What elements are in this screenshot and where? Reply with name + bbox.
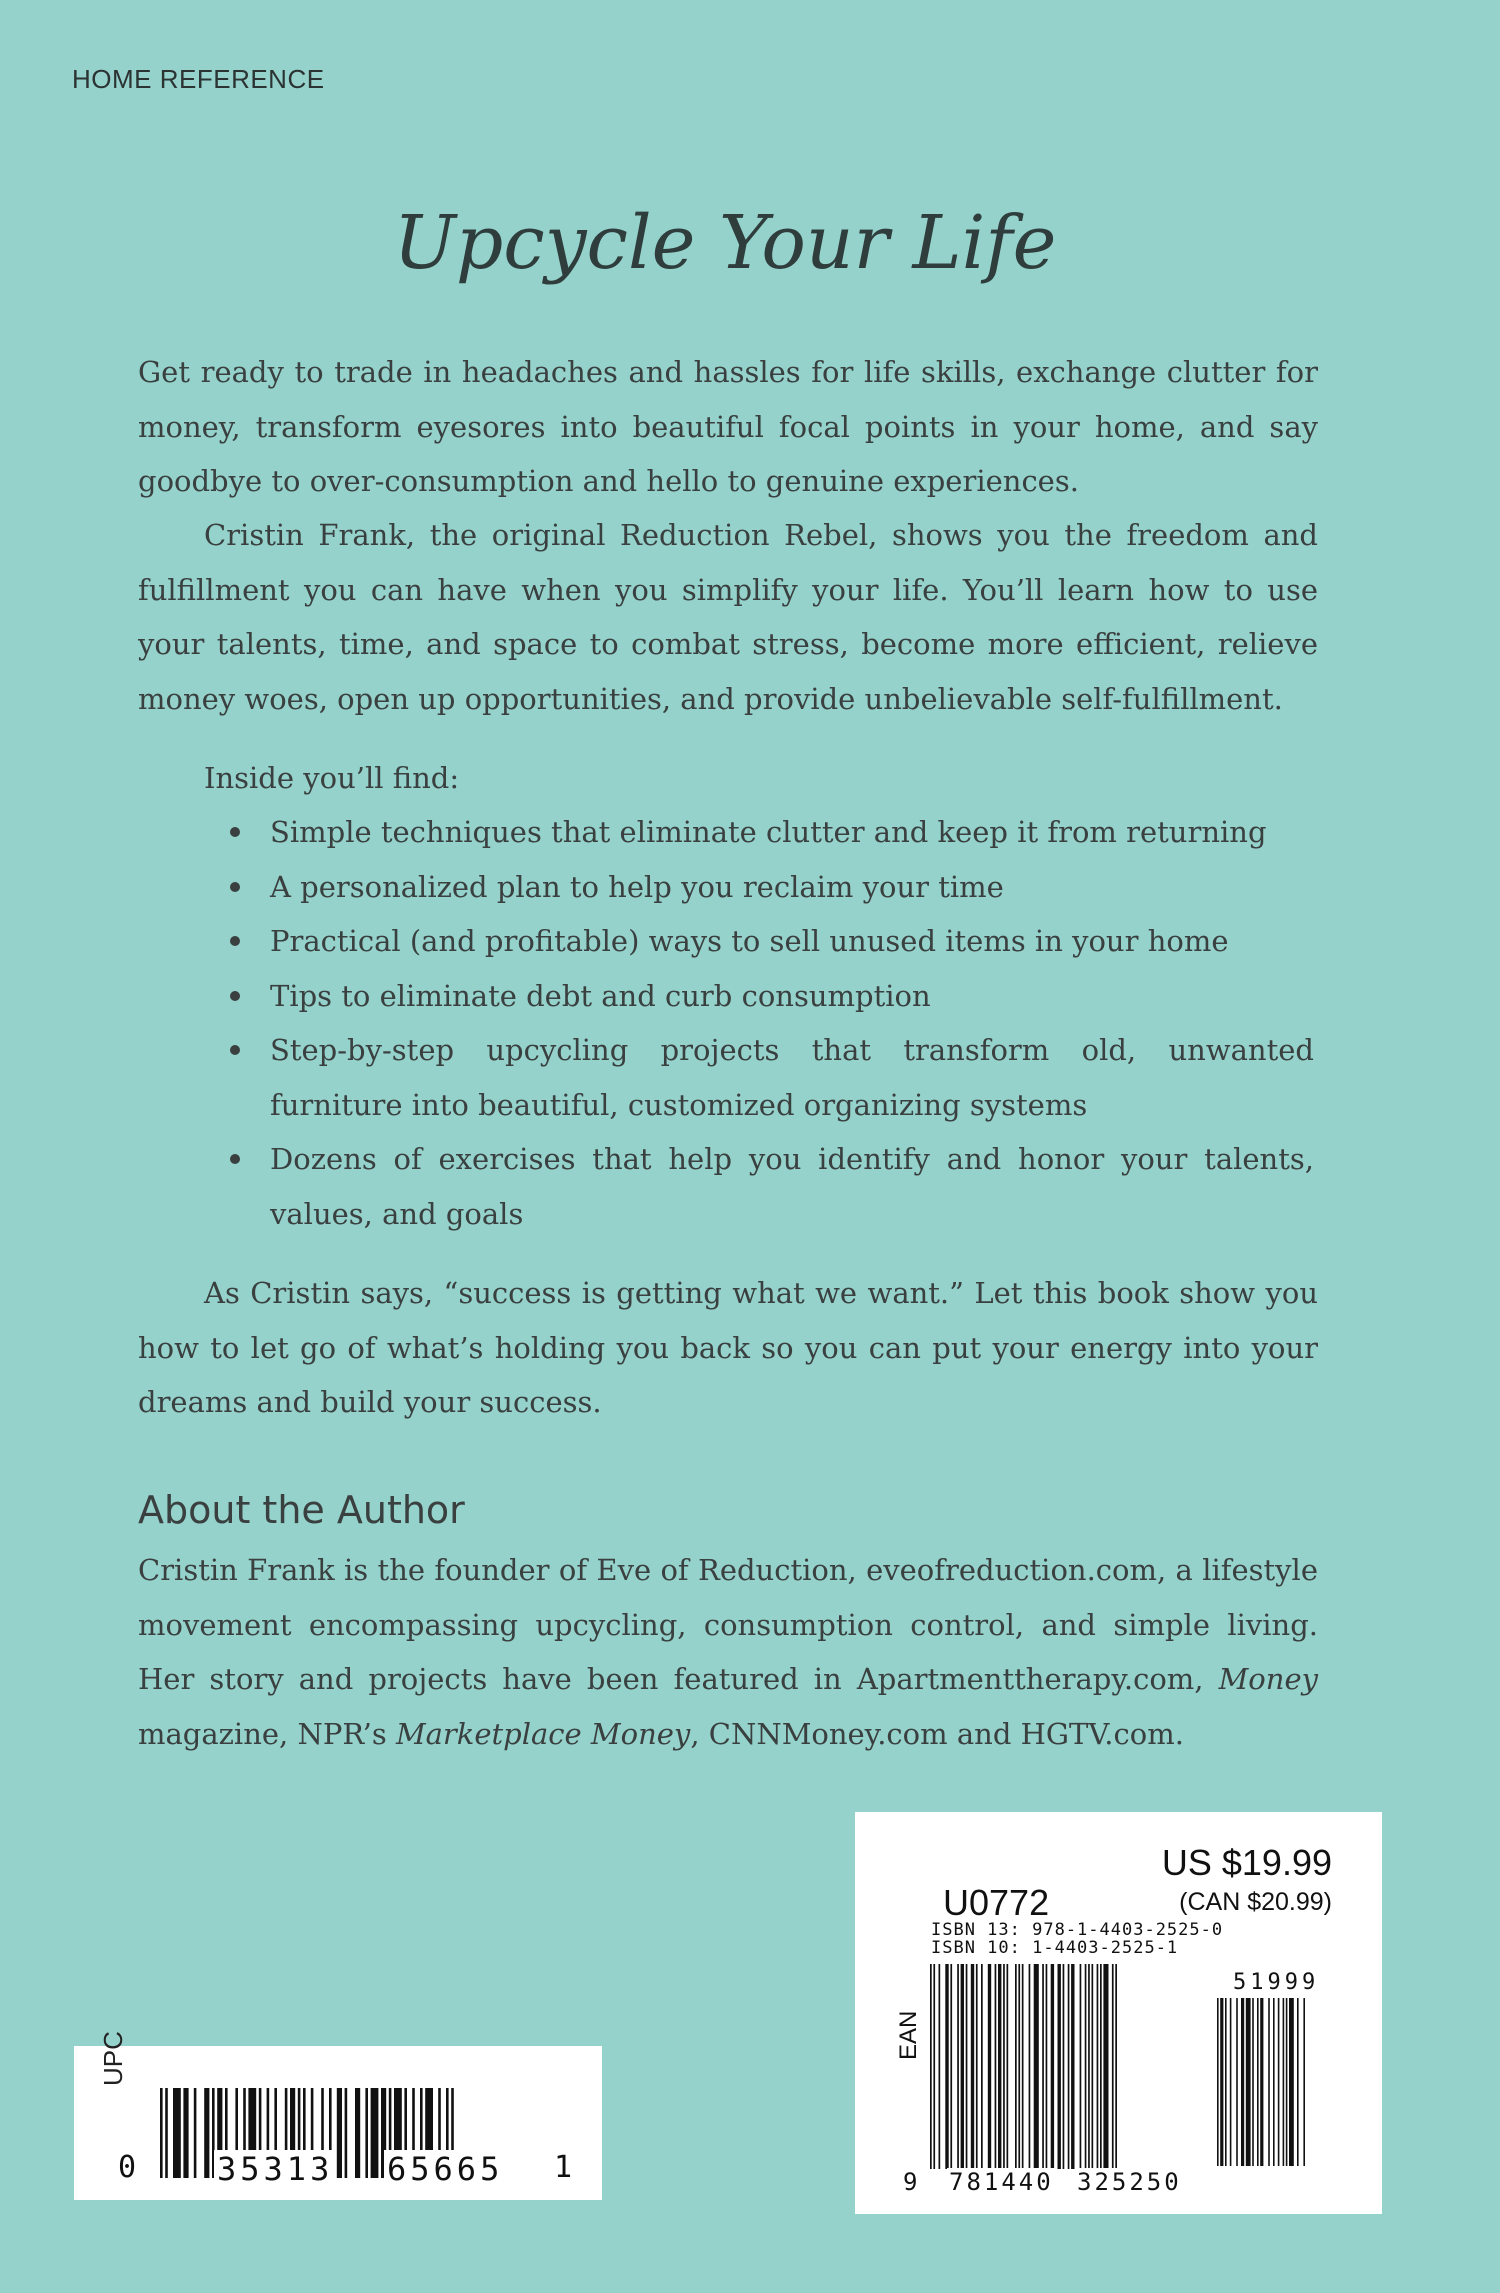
bullet-icon bbox=[230, 1154, 240, 1164]
about-text bbox=[138, 1543, 1318, 1761]
category-label: HOME REFERENCE bbox=[72, 64, 325, 94]
intro-paragraph-1 bbox=[138, 345, 1318, 509]
list-item-text: Simple techniques that eliminate clutter and keep it from returning bbox=[270, 815, 1267, 849]
list-item bbox=[204, 969, 1314, 1024]
addon-barcode-icon bbox=[1217, 1998, 1347, 2168]
bullet-icon bbox=[230, 991, 240, 1001]
about-paragraph bbox=[138, 1543, 1318, 1761]
upc-digits-group-2: 65665 bbox=[384, 2150, 506, 2188]
addon-number: 51999 bbox=[1233, 1970, 1320, 1995]
ean-digits-group-2: 325250 bbox=[1077, 2168, 1182, 2196]
intro-text-1: Get ready to trade in headaches and hassles for life skills, exchange clutter for money, transform eyesores into beautiful focal points in your home, and say goodbye to over-consumption and hello to genuine experiences. bbox=[138, 355, 1318, 498]
us-price: US $19.99 bbox=[1161, 1842, 1332, 1883]
can-price: (CAN $20.99) bbox=[1179, 1888, 1332, 1916]
closing-text: As Cristin says, “success is getting what we want.” Let this book show you how to let go of what’s holding you back so you can put your energy into your dreams and build your success. bbox=[138, 1276, 1318, 1419]
list-item bbox=[204, 1132, 1314, 1241]
list-item-text: Step-by-step upcycling projects that transform old, unwanted furniture into beautiful, customized organizing systems bbox=[270, 1033, 1314, 1122]
about-italic-money: Money bbox=[1218, 1662, 1318, 1696]
about-text-part-3: , CNNMoney.com and HGTV.com. bbox=[690, 1716, 1184, 1751]
list-item-text: Dozens of exercises that help you identify and honor your talents, values, and goals bbox=[270, 1142, 1314, 1231]
inside-label: Inside you’ll find: bbox=[204, 761, 460, 795]
about-italic-marketplace: Marketplace Money bbox=[395, 1716, 691, 1751]
about-heading: About the Author bbox=[138, 1488, 465, 1532]
bullet-icon bbox=[230, 827, 240, 837]
intro-paragraph-2 bbox=[138, 508, 1318, 726]
ean-first-digit: 9 bbox=[903, 2168, 918, 2196]
book-title: Upcycle Your Life bbox=[393, 200, 1057, 286]
about-text-part-2: magazine, NPR’s bbox=[138, 1716, 396, 1751]
list-item bbox=[204, 860, 1314, 915]
list-item-text: Tips to eliminate debt and curb consumption bbox=[270, 978, 931, 1013]
closing-paragraph bbox=[138, 1266, 1318, 1430]
list-item-text: Practical (and profitable) ways to sell unused items in your home bbox=[270, 924, 1229, 958]
bullet-icon bbox=[230, 882, 240, 892]
product-code: U0772 bbox=[943, 1882, 1050, 1923]
isbn-10: ISBN 10: 1-4403-2525-1 bbox=[931, 1938, 1179, 1958]
upc-first-digit: 0 bbox=[118, 2150, 137, 2185]
feature-list bbox=[204, 805, 1314, 1241]
list-item-text: A personalized plan to help you reclaim your time bbox=[270, 869, 1004, 904]
intro-text-2: Cristin Frank, the original Reduction Rebel, shows you the freedom and fulfillment you can have when you simplify your life. You’ll learn how to use your talents, time, and space to combat stress, become more efficient, relieve money woes, open up opportunities, and provide unbelievable self-fulfillment. bbox=[138, 518, 1318, 716]
ean-digits-group-1: 781440 bbox=[949, 2168, 1054, 2196]
about-text-part-1: Cristin Frank is the founder of Eve of Reduction, eveofreduction.com, a lifestyle movement encompassing upcycling, consumption control, and simple living. Her story and projects have been featured in Apartmenttherapy.com, bbox=[138, 1553, 1318, 1696]
upc-barcode-label bbox=[74, 2031, 602, 2200]
upc-text: UPC bbox=[98, 2031, 128, 2086]
ean-text: EAN bbox=[895, 2010, 922, 2060]
list-item bbox=[204, 1023, 1314, 1132]
price-barcode-label bbox=[855, 1812, 1382, 2214]
list-item bbox=[204, 914, 1314, 969]
isbn-13: ISBN 13: 978-1-4403-2525-0 bbox=[931, 1920, 1224, 1940]
bullet-icon bbox=[230, 1045, 240, 1055]
upc-last-digit: 1 bbox=[554, 2150, 573, 2185]
bullet-icon bbox=[230, 936, 240, 946]
upc-digits-group-1: 35313 bbox=[214, 2150, 336, 2188]
ean-barcode-icon bbox=[930, 1964, 1195, 2174]
list-item bbox=[204, 805, 1314, 860]
